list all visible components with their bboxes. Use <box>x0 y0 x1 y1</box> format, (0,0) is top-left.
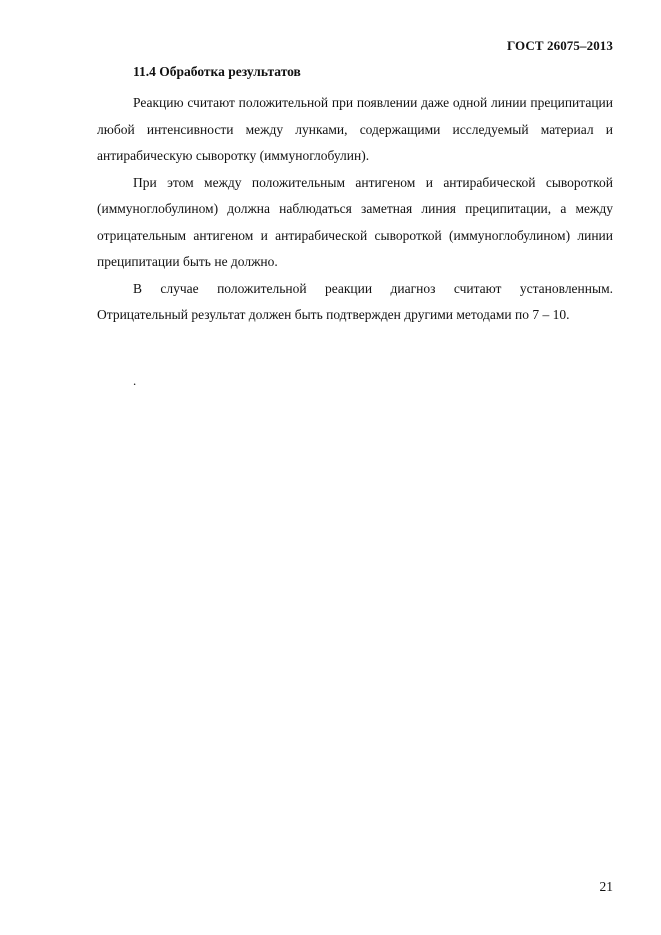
section-title: 11.4 Обработка результатов <box>133 64 301 79</box>
section-body <box>97 90 613 329</box>
paragraph: В случае положительной реакции диагноз считают установленным. Отрицательный результат должен быть подтвержден другими методами по 7 – 10. <box>97 280 613 322</box>
document-code: ГОСТ 26075–2013 <box>506 38 613 53</box>
stray-mark: . <box>133 373 137 388</box>
paragraph: Реакцию считают положительной при появлении даже одной линии преципитации любой интенсивности между лунками, содержащими исследуемый материал и антирабическую сыворотку (иммуноглобулин). <box>97 95 613 163</box>
page-number: 21 <box>599 879 613 894</box>
paragraph: При этом между положительным антигеном и антирабической сывороткой (иммуноглобулином) должна наблюдаться заметная линия преципитации, а между отрицательным антигеном и антирабической сывороткой (иммуноглобулином) линии преципитации быть не должно. <box>97 174 613 269</box>
